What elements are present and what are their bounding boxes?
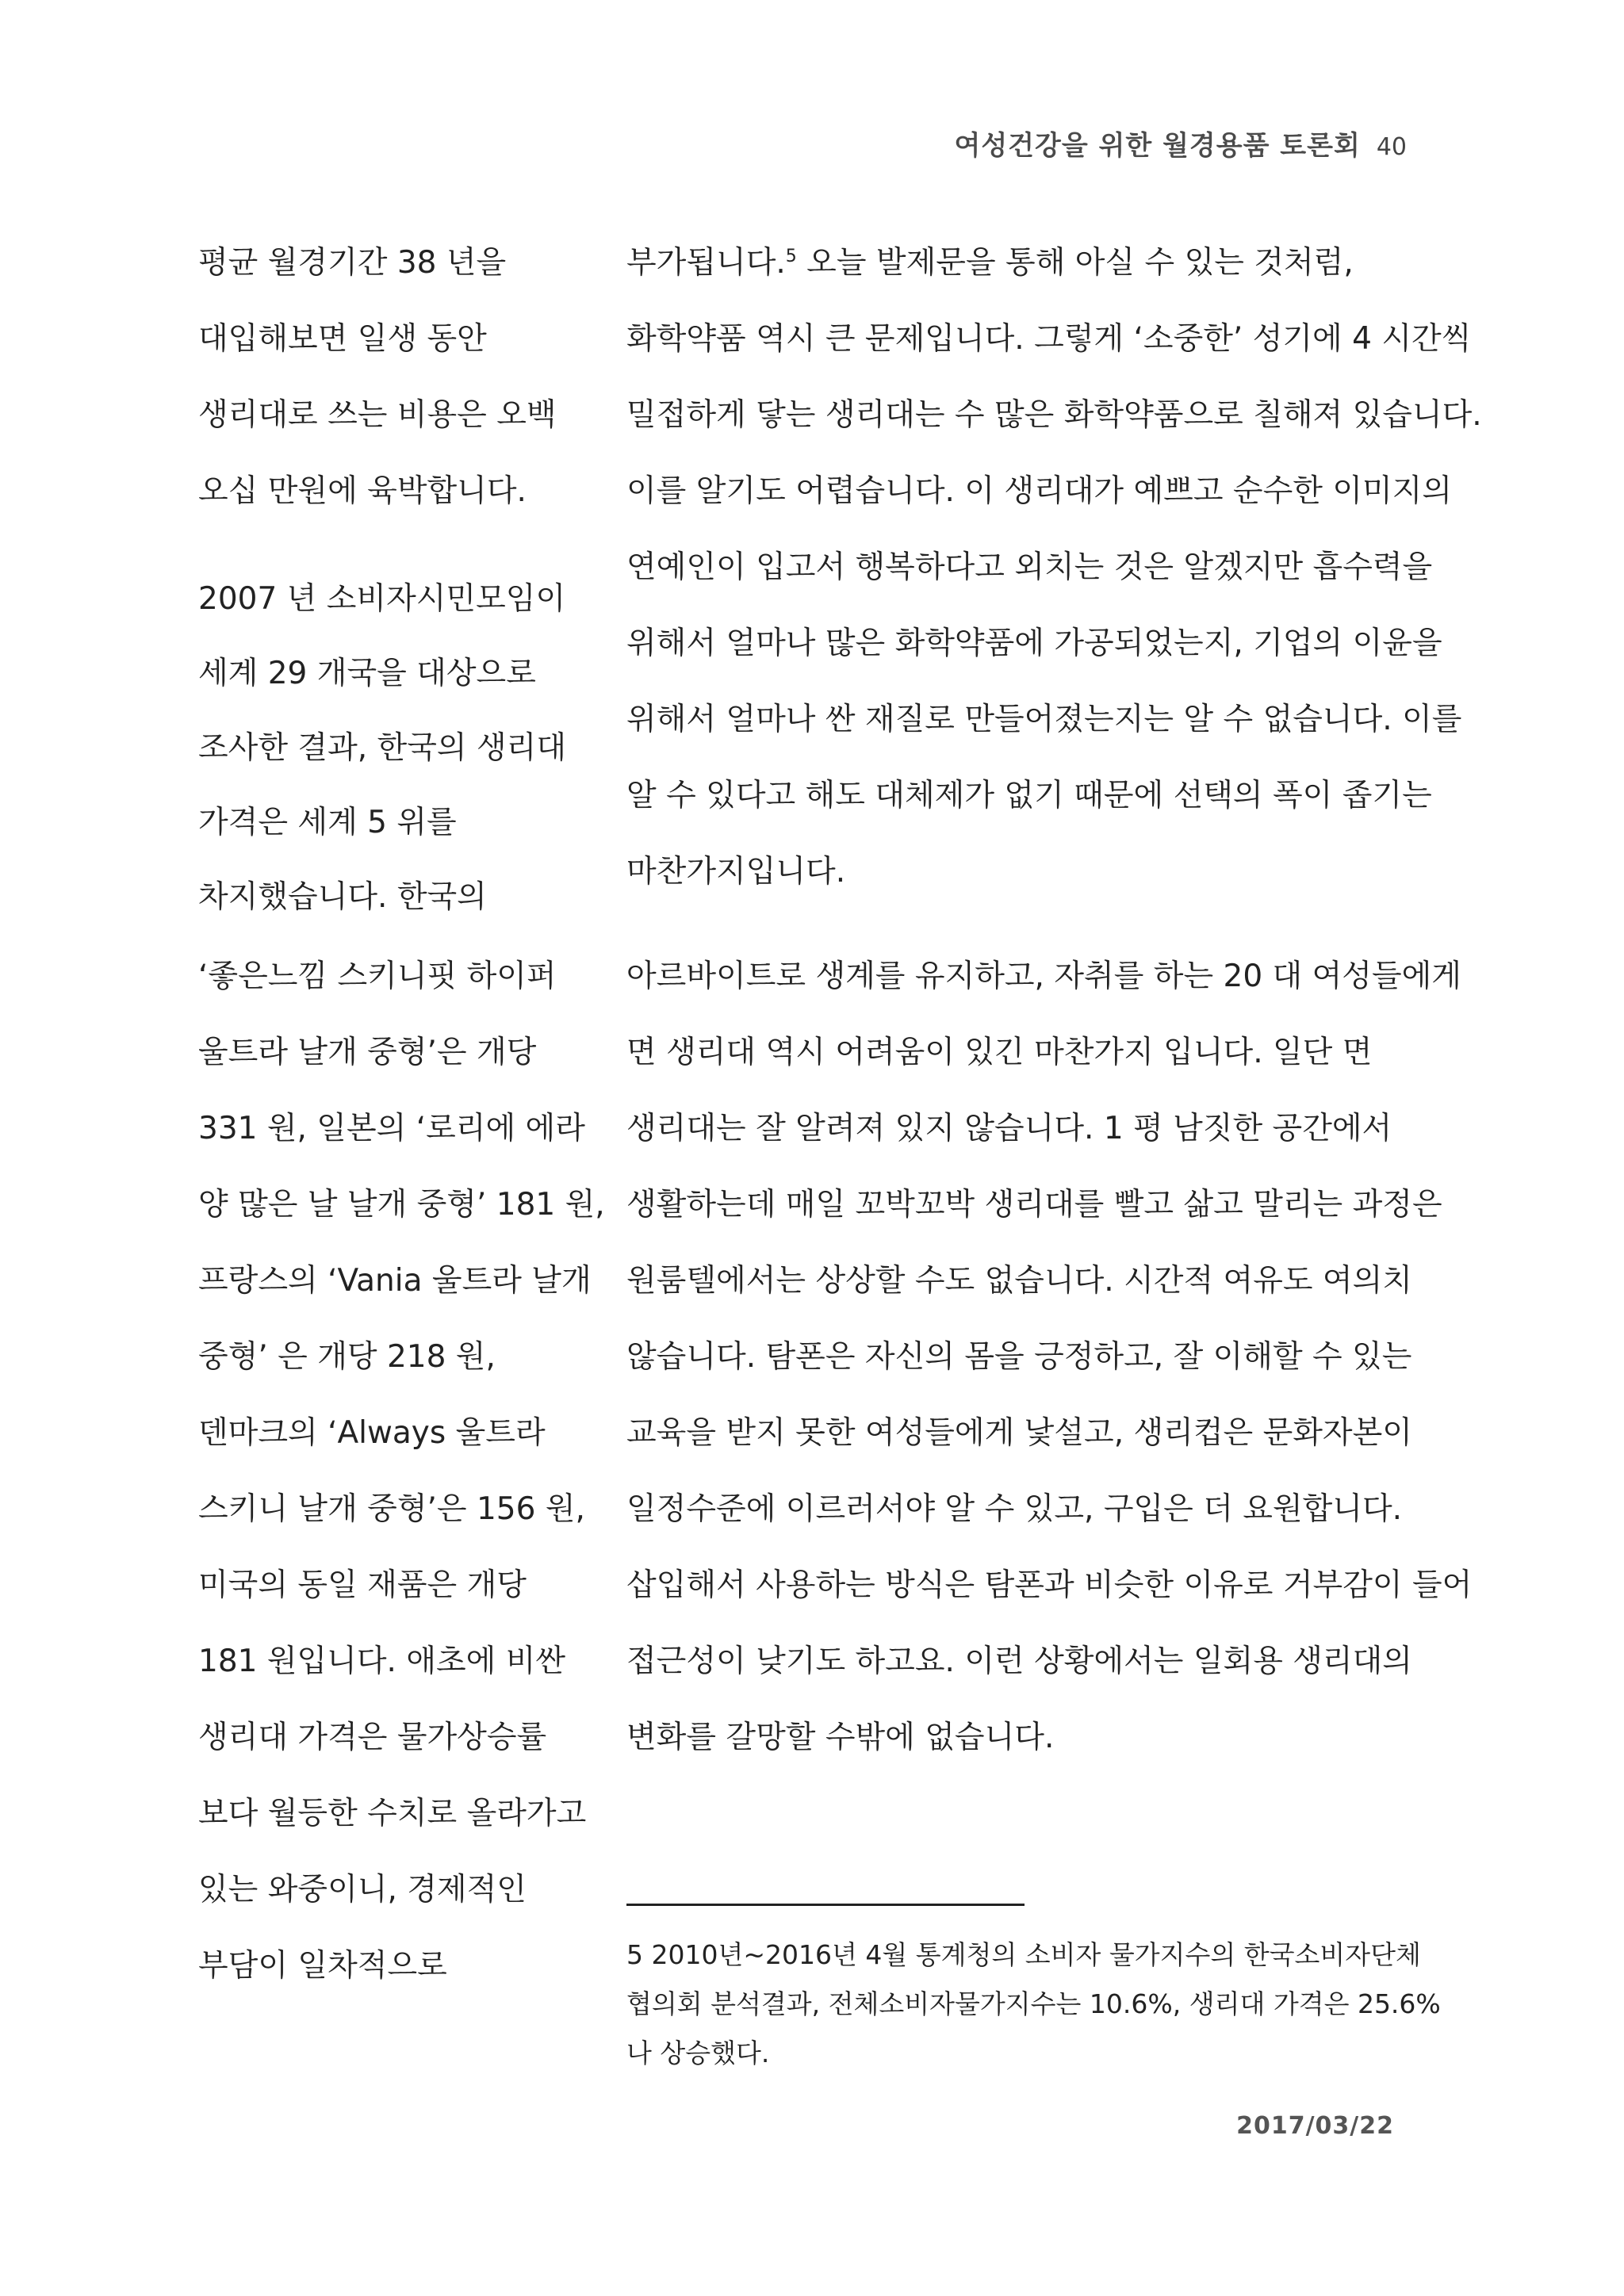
right-line: 교육을 받지 못한 여성들에게 낯설고, 생리컵은 문화자본이 [626,1415,1412,1451]
left-line: 181 원입니다. 애초에 비싼 [198,1644,566,1679]
footnote-divider [626,1904,1025,1906]
right-line: 화학약품 역시 큰 문제입니다. 그렇게 ‘소중한’ 성기에 4 시간씩 [626,321,1472,357]
left-line: 보다 월등한 수치로 올라가고 [198,1796,587,1831]
right-line: 이를 알기도 어렵습니다. 이 생리대가 예쁘고 순수한 이미지의 [626,473,1453,509]
right-line-first [626,238,1354,282]
left-line: 중형’ 은 개당 218 원, [198,1339,496,1375]
right-line: 일정수준에 이르러서야 알 수 있고, 구입은 더 요원합니다. [626,1491,1403,1527]
right-line: 위해서 얼마나 많은 화학약품에 가공되었는지, 기업의 이윤을 [626,626,1442,661]
document-title: 여성건강을 위한 월경용품 토론회 [954,130,1361,162]
left-line: 331 원, 일본의 ‘로리에 에라 [198,1111,585,1146]
right-line: 면 생리대 역시 어려움이 있긴 마찬가지 입니다. 일단 면 [626,1035,1373,1070]
right-line: 접근성이 낮기도 하고요. 이런 상황에서는 일회용 생리대의 [626,1644,1412,1679]
left-line: 2007 년 소비자시민모임이 [198,581,566,617]
right-line: 밀접하게 닿는 생리대는 수 많은 화학약품으로 칠해져 있습니다. [626,397,1482,433]
left-line: 가격은 세계 5 위를 [198,805,457,840]
right-line: 알 수 있다고 해도 대체제가 없기 때문에 선택의 폭이 좁기는 [626,778,1432,813]
left-line: 부담이 일차적으로 [198,1948,447,1984]
right-line-first-rest: 오늘 발제문을 통해 아실 수 있는 것처럼, [796,245,1354,281]
right-line: 위해서 얼마나 싼 재질로 만들어졌는지는 알 수 없습니다. 이를 [626,702,1462,737]
left-line: 덴마크의 ‘Always 울트라 [198,1415,546,1451]
right-line: 않습니다. 탐폰은 자신의 몸을 긍정하고, 잘 이해할 수 있는 [626,1339,1412,1375]
footnote-ref: 5 [785,247,797,266]
left-line: 차지했습니다. 한국의 [198,879,487,915]
left-line: ‘좋은느낌 스키니핏 하이퍼 [198,959,557,994]
footnote-line: 나 상승했다. [626,2038,770,2068]
right-line: 삽입해서 사용하는 방식은 탐폰과 비슷한 이유로 거부감이 들어 [626,1567,1473,1603]
left-line: 프랑스의 ‘Vania 울트라 날개 [198,1263,592,1299]
left-line: 평균 월경기간 38 년을 [198,245,507,281]
right-line-first-text: 부가됩니다. [626,245,786,281]
left-line: 생리대로 쓰는 비용은 오백 [198,397,557,433]
right-line: 연예인이 입고서 행복하다고 외치는 것은 알겠지만 흡수력을 [626,549,1433,585]
right-line: 변화를 갈망할 수밖에 없습니다. [626,1720,1055,1755]
left-line: 세계 29 개국을 대상으로 [198,656,536,691]
footer-date: 2017/03/22 [1236,2112,1394,2140]
right-line: 원룸텔에서는 상상할 수도 없습니다. 시간적 여유도 여의치 [626,1263,1412,1299]
right-line: 생리대는 잘 알려져 있지 않습니다. 1 평 남짓한 공간에서 [626,1111,1392,1146]
left-line: 오십 만원에 육박합니다. [198,473,527,509]
footnote-line: 협의회 분석결과, 전체소비자물가지수는 10.6%, 생리대 가격은 25.6% [626,1988,1441,2019]
left-line: 있는 와중이니, 경제적인 [198,1872,527,1908]
page-header [954,124,1407,163]
left-line: 스키니 날개 중형’은 156 원, [198,1491,585,1527]
page-number: 40 [1376,133,1407,161]
right-line: 마찬가지입니다. [626,854,846,890]
left-line: 대입해보면 일생 동안 [198,321,487,357]
right-line: 생활하는데 매일 꼬박꼬박 생리대를 빨고 삶고 말리는 과정은 [626,1187,1442,1223]
footnote-line: 5 2010년~2016년 4월 통계청의 소비자 물가지수의 한국소비자단체 [626,1939,1421,1970]
left-line: 울트라 날개 중형’은 개당 [198,1035,537,1070]
left-line: 조사한 결과, 한국의 생리대 [198,730,567,766]
left-line: 양 많은 날 날개 중형’ 181 원, [198,1187,605,1223]
right-line: 아르바이트로 생계를 유지하고, 자취를 하는 20 대 여성들에게 [626,959,1461,994]
left-line: 미국의 동일 재품은 개당 [198,1567,527,1603]
left-line: 생리대 가격은 물가상승률 [198,1720,547,1755]
